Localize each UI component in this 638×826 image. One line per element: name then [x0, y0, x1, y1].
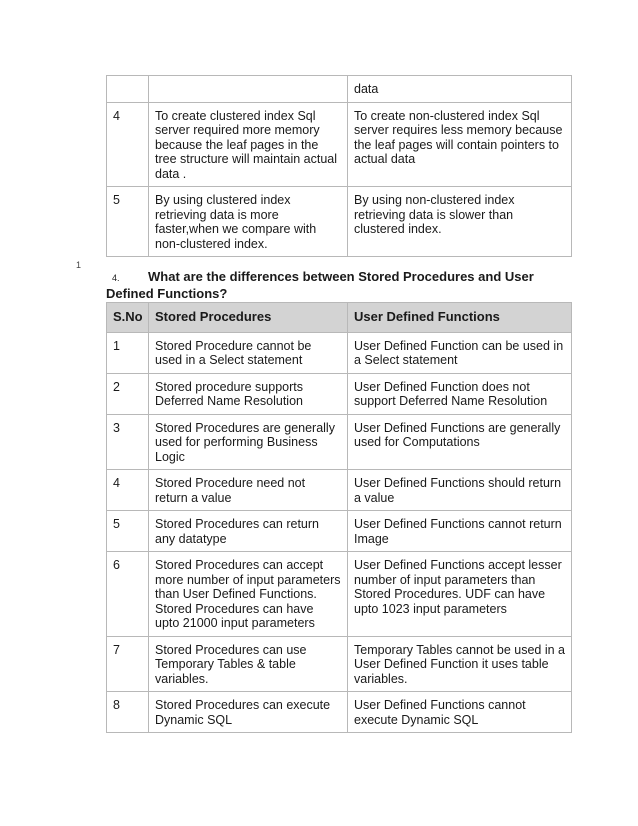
row-number	[107, 76, 149, 103]
table-row	[107, 552, 572, 637]
cell-text: To create non-clustered index Sql server requires less memory because the leaf pages will contain pointers to actual data	[348, 102, 572, 187]
top-comparison-table	[106, 75, 572, 257]
row-number: 8	[107, 692, 149, 733]
stored-procedure-cell: Stored Procedures can return any datatype	[149, 511, 348, 552]
row-number: 4	[107, 102, 149, 187]
udf-cell: User Defined Functions cannot execute Dynamic SQL	[348, 692, 572, 733]
table-row	[107, 187, 572, 257]
header-stored-procedures: Stored Procedures	[149, 303, 348, 333]
table-row	[107, 636, 572, 692]
table-row	[107, 102, 572, 187]
cell-text	[149, 76, 348, 103]
table-row	[107, 692, 572, 733]
stored-procedure-cell: Stored Procedure need not return a value	[149, 470, 348, 511]
page-marker: 1	[76, 260, 82, 270]
row-number: 2	[107, 373, 149, 414]
udf-cell: User Defined Functions should return a value	[348, 470, 572, 511]
question-number: 4.	[112, 273, 120, 283]
udf-cell: User Defined Functions accept lesser number of input parameters than Stored Procedures. UDF can have upto 1023 input parameters	[348, 552, 572, 637]
udf-cell: User Defined Function does not support Deferred Name Resolution	[348, 373, 572, 414]
cell-text: data	[348, 76, 572, 103]
stored-procedure-cell: Stored Procedure cannot be used in a Select statement	[149, 332, 348, 373]
row-number: 1	[107, 332, 149, 373]
table-row	[107, 373, 572, 414]
row-number: 3	[107, 414, 149, 470]
stored-procedure-cell: Stored procedure supports Deferred Name Resolution	[149, 373, 348, 414]
udf-cell: User Defined Functions are generally used for Computations	[348, 414, 572, 470]
stored-procedure-cell: Stored Procedures can execute Dynamic SQL	[149, 692, 348, 733]
udf-cell: User Defined Functions cannot return Image	[348, 511, 572, 552]
row-number: 5	[107, 187, 149, 257]
question-line1: What are the differences between Stored Procedures and User	[148, 269, 534, 284]
question-line2: Defined Functions?	[106, 286, 228, 301]
row-number: 5	[107, 511, 149, 552]
cell-text: By using non-clustered index retrieving data is slower than clustered index.	[348, 187, 572, 257]
header-user-defined-functions: User Defined Functions	[348, 303, 572, 333]
stored-procedure-cell: Stored Procedures are generally used for performing Business Logic	[149, 414, 348, 470]
row-number: 4	[107, 470, 149, 511]
table-row	[107, 76, 572, 103]
row-number: 7	[107, 636, 149, 692]
table-row	[107, 414, 572, 470]
cell-text: By using clustered index retrieving data is more faster,when we compare with non-clustered index.	[149, 187, 348, 257]
udf-cell: Temporary Tables cannot be used in a User Defined Function it uses table variables.	[348, 636, 572, 692]
stored-procedure-cell: Stored Procedures can use Temporary Tables & table variables.	[149, 636, 348, 692]
udf-cell: User Defined Function can be used in a Select statement	[348, 332, 572, 373]
cell-text: To create clustered index Sql server required more memory because the leaf pages in the tree structure will maintain actual data .	[149, 102, 348, 187]
row-number: 6	[107, 552, 149, 637]
sp-vs-udf-table	[106, 302, 572, 733]
table-row	[107, 332, 572, 373]
table-row	[107, 511, 572, 552]
table-row	[107, 470, 572, 511]
question-heading	[106, 269, 572, 301]
stored-procedure-cell: Stored Procedures can accept more number of input parameters than User Defined Functions. Stored Procedures can have upto 21000 input parameters	[149, 552, 348, 637]
header-sno: S.No	[107, 303, 149, 333]
table-header-row	[107, 303, 572, 333]
